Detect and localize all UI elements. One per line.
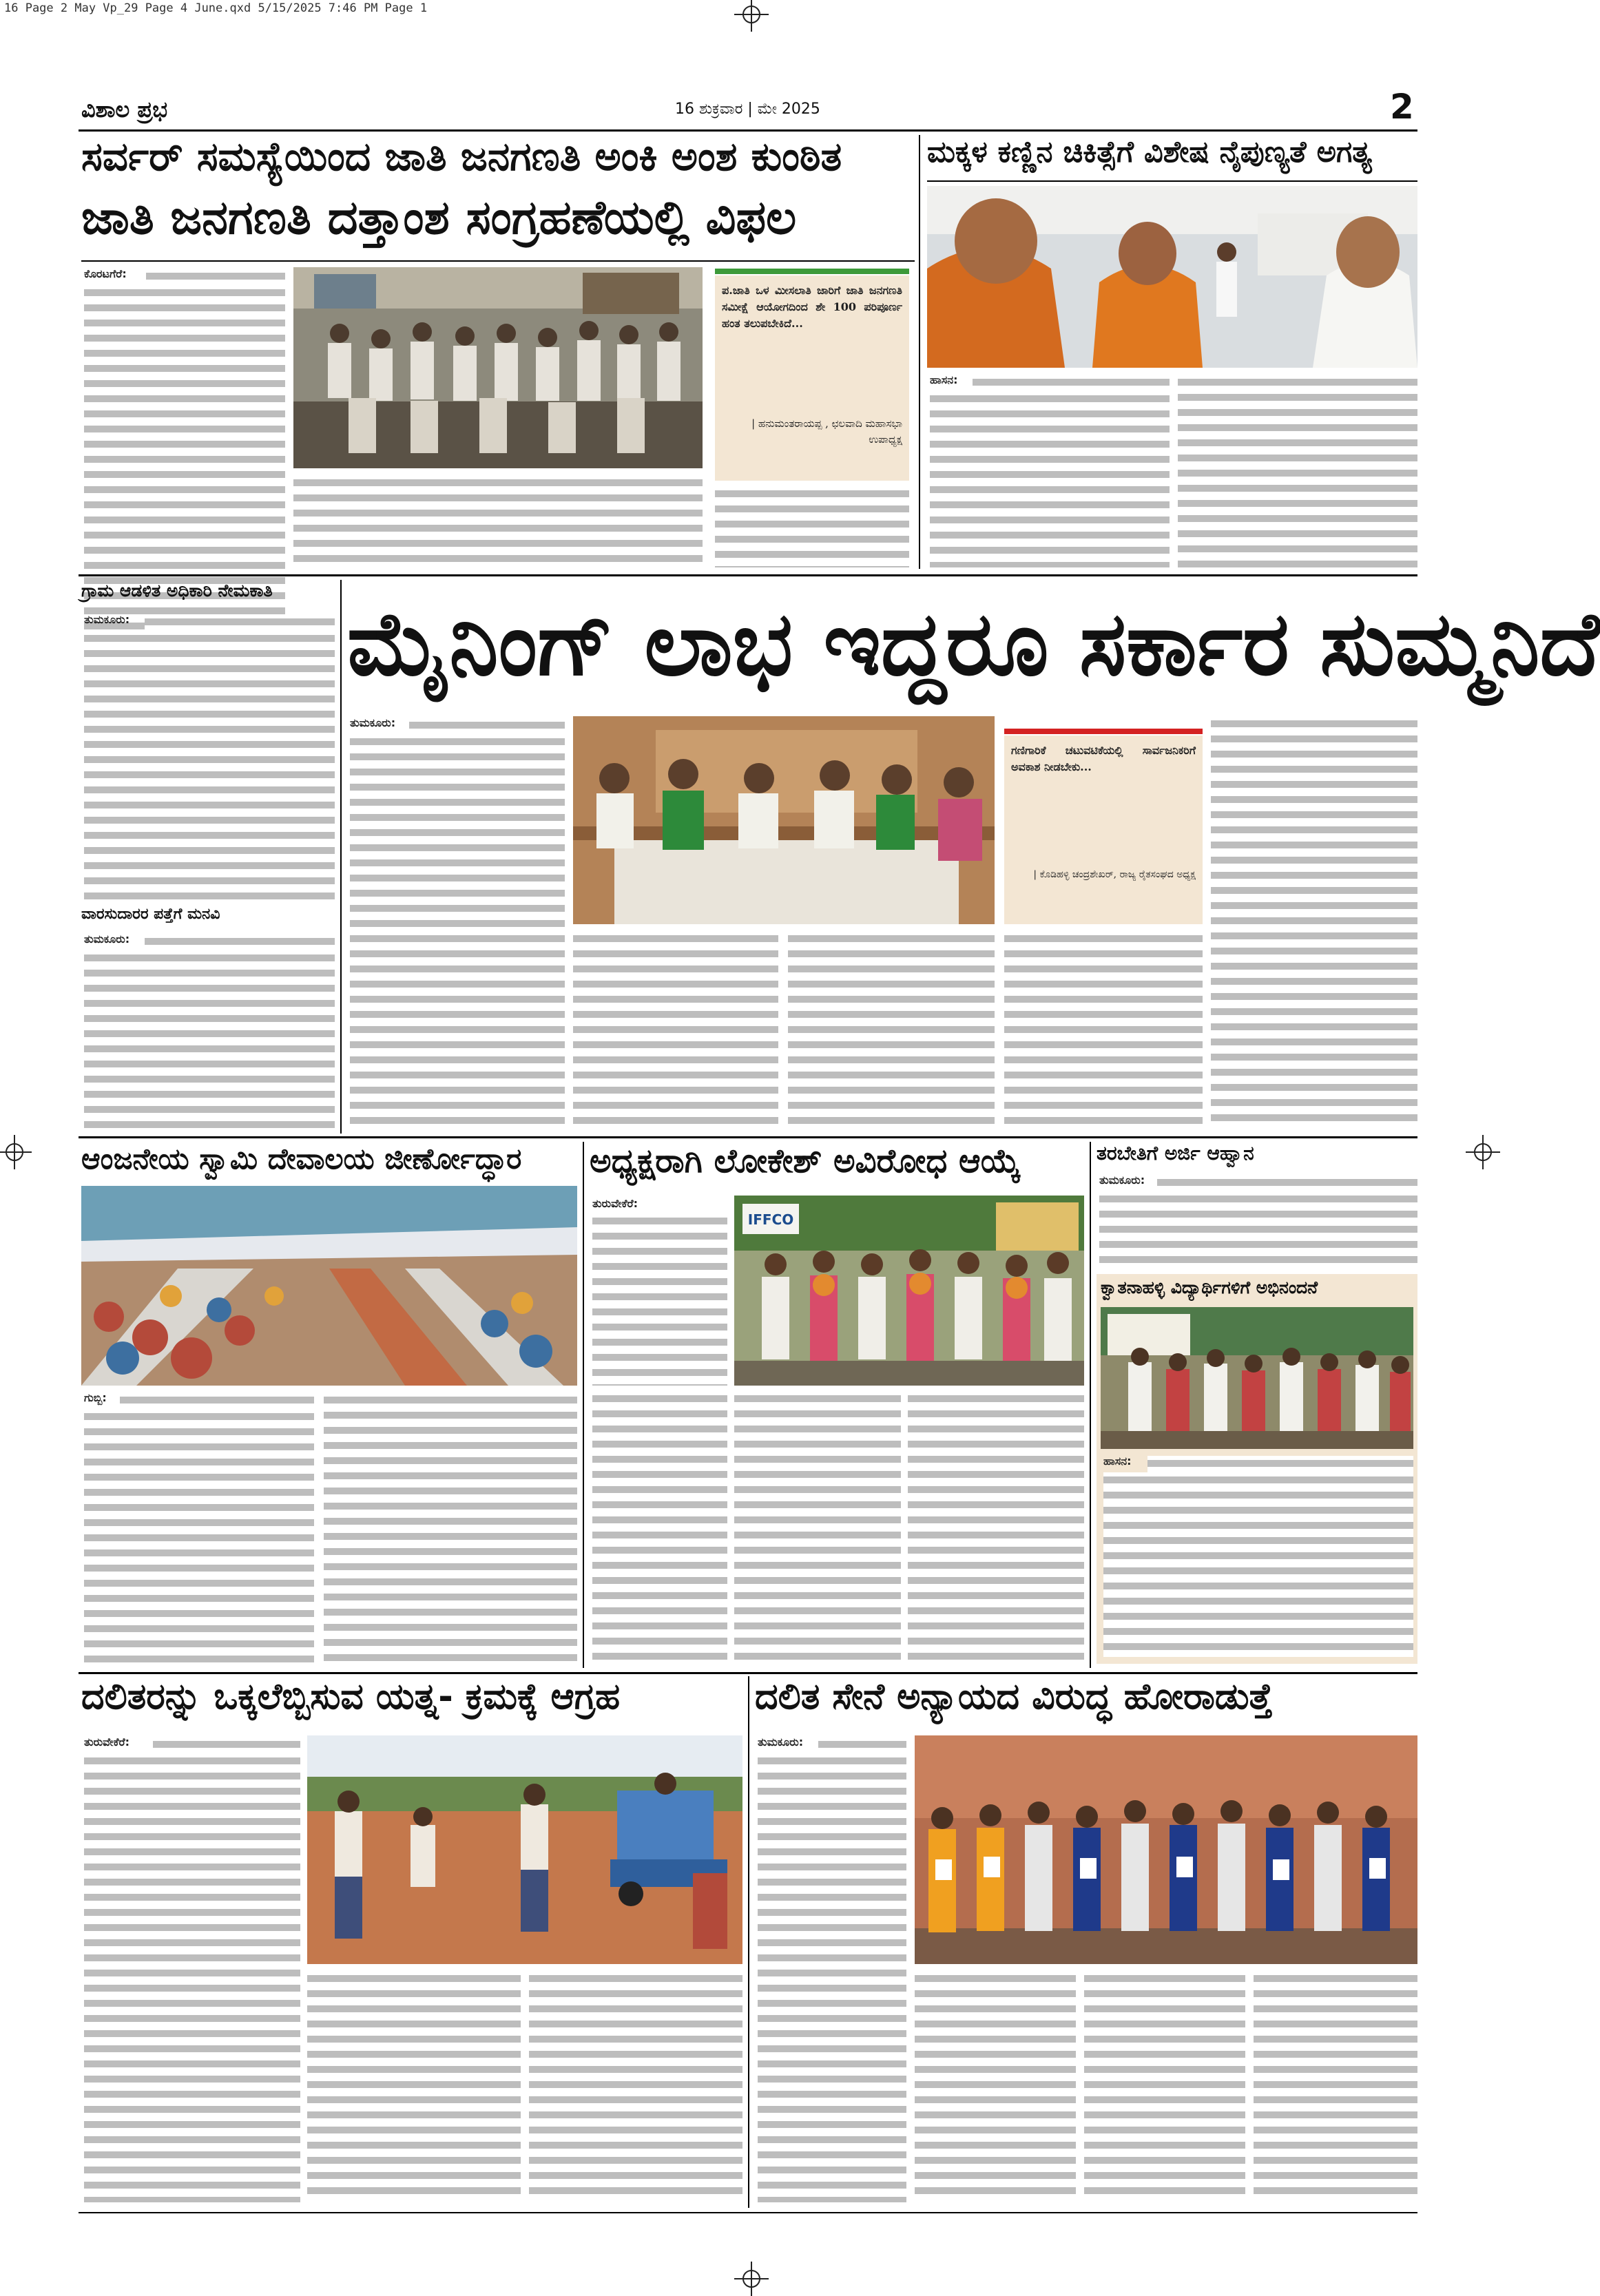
iffco-sign: IFFCO <box>747 1211 794 1228</box>
census-col4-text <box>715 486 909 567</box>
graduates-dateline: ಹಾಸನ: <box>1103 1454 1132 1468</box>
mining-quote-text: ಗಣಿಗಾರಿಕೆ ಚಟುವಟಿಕೆಯಲ್ಲಿ ಸಾರ್ವಜನಿಕರಿಗೆ ಅವಕಾಶ ನೀಡಬೇಕು... <box>1011 744 1196 773</box>
mining-col4-text <box>1004 931 1203 1128</box>
column-divider-lower-2 <box>1090 1142 1091 1668</box>
census-quote-box <box>715 275 909 481</box>
dalit-sene-col4-text <box>1254 1971 1417 2202</box>
page-bottom-rule <box>79 2212 1417 2213</box>
president-col2-text <box>734 1391 901 1662</box>
mining-col5-text <box>1211 716 1417 1128</box>
president-headline: ಅಧ್ಯಕ್ಷರಾಗಿ ಲೋಕೇಶ್ ಅವಿರೋಧ ಆಯ್ಕೆ <box>590 1142 1021 1180</box>
census-mid-text <box>293 475 703 567</box>
page-number: 2 <box>1390 87 1414 127</box>
masthead-rule <box>79 129 1417 132</box>
census-headline: ಜಾತಿ ಜನಗಣತಿ ದತ್ತಾಂಶ ಸಂಗ್ರಹಣೆಯಲ್ಲಿ ವಿಫಲ <box>81 191 797 245</box>
training-headline: ತರಬೇತಿಗೆ ಅರ್ಜಿ ಆಹ್ವಾನ <box>1097 1142 1254 1165</box>
census-quote-bar <box>715 269 909 274</box>
dalit-land-col2-text <box>307 1971 521 2202</box>
voter-list-text <box>84 950 335 1128</box>
mining-first-line <box>409 718 565 734</box>
officer-first-line <box>145 614 335 631</box>
census-kicker: ಸರ್ವರ್ ಸಮಸ್ಯೆಯಿಂದ ಜಾತಿ ಜನಗಣತಿ ಅಂಕಿ ಅಂಶ ಕುಂಠಿತ <box>81 133 842 180</box>
voter-list-first-line <box>145 934 335 950</box>
dalit-sene-photo <box>915 1735 1417 1964</box>
mining-quote-box <box>1004 735 1203 924</box>
officer-text <box>84 631 335 899</box>
mining-photo <box>573 716 995 924</box>
voter-list-dateline: ತುಮಕೂರು: <box>84 932 130 946</box>
mining-dateline: ತುಮಕೂರು: <box>350 716 396 729</box>
census-quote-author: | ಹನುಮಂತರಾಯಪ್ಪ , ಛಲವಾದಿ ಮಹಾಸಭಾ ಉಪಾಧ್ಯಕ್ಷ <box>751 417 902 446</box>
dalit-land-dateline: ತುರುವೇಕೆರೆ: <box>84 1735 129 1749</box>
president-col3-text <box>908 1391 1084 1662</box>
print-slug: 16 Page 2 May Vp_29 Page 4 June.qxd 5/15/2025 7:46 PM Page 1 <box>4 1 428 15</box>
dalit-land-col1-text <box>84 1753 300 2202</box>
story-graduates <box>1097 1274 1417 1664</box>
eye-care-dateline: ಹಾಸನ: <box>930 373 958 386</box>
eye-care-col1-text <box>930 391 1170 567</box>
section-rule-1 <box>79 574 1417 576</box>
registration-mark-left <box>6 1143 23 1161</box>
dalit-land-photo <box>307 1735 742 1964</box>
president-col1-text <box>592 1391 727 1662</box>
column-divider-lower-1 <box>583 1142 584 1668</box>
dalit-land-first-line <box>153 1737 300 1753</box>
temple-headline: ಆಂಜನೇಯ ಸ್ವಾಮಿ ದೇವಾಲಯ ಜೀರ್ಣೋದ್ಧಾರ <box>81 1142 522 1176</box>
registration-mark-right <box>1474 1143 1492 1161</box>
census-dateline: ಕೊರಟಗೆರೆ: <box>84 267 127 280</box>
dalit-sene-first-line <box>818 1737 906 1753</box>
dalit-sene-col1-text <box>758 1753 906 2202</box>
graduates-photo <box>1101 1307 1413 1449</box>
census-col1-first-line <box>146 269 285 285</box>
temple-first-line <box>120 1392 314 1409</box>
census-photo <box>293 267 703 468</box>
dalit-sene-dateline: ತುಮಕೂರು: <box>758 1735 804 1749</box>
section-rule-3 <box>79 1672 1417 1674</box>
eye-care-first-line <box>973 375 1170 391</box>
dalit-sene-col3-text <box>1084 1971 1245 2202</box>
column-divider-bottom <box>748 1676 749 2208</box>
officer-dateline: ತುಮಕೂರು: <box>84 613 130 626</box>
mining-headline: ಮೈನಿಂಗ್ ಲಾಭ ಇದ್ದರೂ ಸರ್ಕಾರ ಸುಮ್ಮನಿದೆ <box>347 593 1600 696</box>
eye-care-col2-text <box>1178 375 1417 567</box>
census-quote-text: ಪ.ಜಾತಿ ಒಳ ಮೀಸಲಾತಿ ಜಾರಿಗೆ ಜಾತಿ ಜನಗಣತಿ ಸಮೀಕ್ಷೆ ಆಯೋಗದಿಂದ ಶೇ 100 ಪರಿಪೂರ್ಣ ಹಂತ ತಲುಪಬೇಕಿದೆ... <box>722 284 902 330</box>
registration-mark-bottom <box>742 2270 760 2288</box>
mining-col2-text <box>573 931 778 1128</box>
dalit-sene-headline: ದಲಿತ ಸೇನೆ ಅನ್ಯಾಯದ ವಿರುದ್ಧ ಹೋರಾಡುತ್ತೆ <box>755 1676 1273 1718</box>
temple-photo <box>81 1186 577 1386</box>
eye-care-headline: ಮಕ್ಕಳ ಕಣ್ಣಿನ ಚಿಕಿತ್ಸೆಗೆ ವಿಶೇಷ ನೈಪುಣ್ಯತೆ ಅಗತ್ಯ <box>927 135 1372 169</box>
dalit-land-col3-text <box>529 1971 742 2202</box>
eye-care-rule <box>927 180 1417 182</box>
column-divider-middle <box>340 580 342 1134</box>
dalit-sene-col2-text <box>915 1971 1076 2202</box>
voter-list-headline: ವಾರಸುದಾರರ ಪತ್ತೆಗೆ ಮನವಿ <box>81 906 220 923</box>
mining-col1-text <box>350 734 565 1128</box>
training-dateline: ತುಮಕೂರು: <box>1099 1173 1145 1187</box>
training-text <box>1099 1191 1417 1269</box>
temple-col2-text <box>324 1392 577 1662</box>
masthead-title: ವಿಶಾಲ ಪ್ರಭ <box>81 96 168 123</box>
president-dateline: ತುರುವೇಕೆರೆ: <box>592 1197 638 1210</box>
registration-mark-top <box>742 6 760 23</box>
eye-care-photo <box>927 186 1417 368</box>
temple-col1-text <box>84 1409 314 1662</box>
mining-quote-author: | ಕೊಡಿಹಳ್ಳಿ ಚಂದ್ರಶೇಖರ್, ರಾಜ್ಯ ರೈತಸಂಘದ ಅಧ್ಯಕ್ಷ <box>1033 869 1196 880</box>
graduates-headline: ಕ್ವಾತನಾಹಳ್ಳಿ ವಿದ್ಯಾರ್ಥಿಗಳಿಗೆ ಅಭಿನಂದನೆ <box>1101 1277 1318 1297</box>
president-photo <box>734 1196 1084 1386</box>
masthead-date: 16 ಶುಕ್ರವಾರ | ಮೇ 2025 <box>675 101 820 118</box>
training-first-line <box>1157 1175 1417 1191</box>
column-divider-top <box>919 135 920 569</box>
census-rule <box>81 260 915 262</box>
officer-headline: ಗ್ರಾಮ ಆಡಳಿತ ಅಧಿಕಾರಿ ನೇಮಕಾತಿ <box>81 581 273 601</box>
dalit-land-headline: ದಲಿತರನ್ನು ಒಕ್ಕಲೆಬ್ಬಿಸುವ ಯತ್ನ- ಕ್ರಮಕ್ಕೆ ಆಗ್ರಹ <box>81 1676 621 1718</box>
mining-col3-text <box>788 931 995 1128</box>
mining-quote-bar <box>1004 729 1203 734</box>
graduates-first-line <box>1147 1456 1413 1472</box>
president-col1-top-text <box>592 1213 727 1386</box>
temple-dateline: ಗುಬ್ಬಿ: <box>84 1391 107 1404</box>
section-rule-2 <box>79 1136 1417 1138</box>
graduates-text <box>1103 1472 1413 1657</box>
